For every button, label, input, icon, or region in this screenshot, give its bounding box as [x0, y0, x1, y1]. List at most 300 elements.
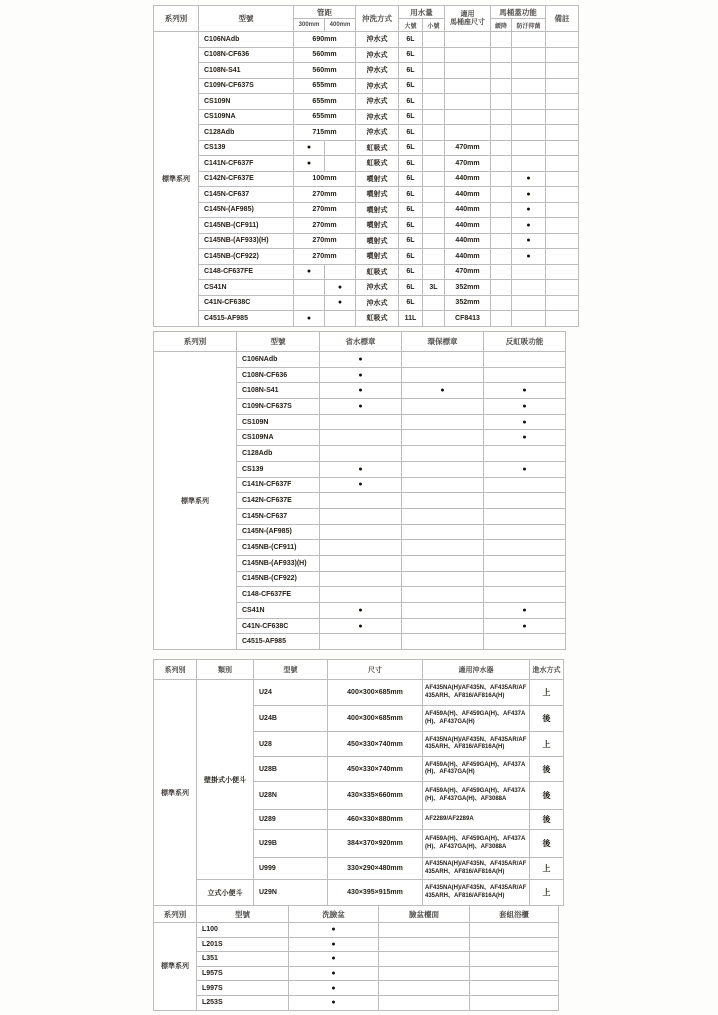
- cell-note: [546, 233, 579, 249]
- cell-model: U28B: [254, 757, 328, 782]
- cell-inlet: 後: [530, 706, 564, 732]
- cell-cover-slow: [491, 47, 512, 63]
- cell-size: 450×330×740mm: [328, 757, 423, 782]
- cell-water-save: [320, 430, 402, 446]
- header-row: [154, 6, 579, 19]
- cell-note: [546, 140, 579, 156]
- cell-eco: [402, 587, 484, 603]
- cell-model: U28N: [254, 782, 328, 810]
- cell-pipe-400: ●: [325, 280, 356, 296]
- cell-eco: [402, 414, 484, 430]
- cell-water-big: 6L: [399, 78, 423, 94]
- col-header-model: 型號: [254, 660, 328, 680]
- cell-note: [546, 295, 579, 311]
- cell-water-big: 6L: [399, 187, 423, 203]
- cell-water-big: 6L: [399, 280, 423, 296]
- cell-flush: 沖水式: [356, 280, 399, 296]
- cell-model: C141N-CF637F: [199, 156, 294, 172]
- cell-cover-slow: [491, 295, 512, 311]
- cell-pipe: 270mm: [294, 233, 356, 249]
- cell-pipe-400: [325, 311, 356, 327]
- table-row: [154, 187, 579, 203]
- cell-eco: [402, 618, 484, 634]
- cell-water-save: [320, 571, 402, 587]
- cell-flush: 沖水式: [356, 78, 399, 94]
- cell-basin: ●: [289, 995, 379, 1010]
- cell-pipe-300: [294, 295, 325, 311]
- cell-note: [546, 218, 579, 234]
- seat-header-line1: 適用: [460, 10, 475, 18]
- cell-cover-anti: ●: [512, 218, 546, 234]
- cell-flush: 沖水式: [356, 295, 399, 311]
- cell-cover-slow: [491, 109, 512, 125]
- col-header-cabinet: 套組浴櫃: [470, 906, 559, 923]
- cell-seat: 352mm: [445, 280, 491, 296]
- cell-cover-slow: [491, 233, 512, 249]
- cell-flush: 沖水式: [356, 125, 399, 141]
- cell-inlet: 上: [530, 732, 564, 757]
- cell-water-save: [320, 414, 402, 430]
- cell-pipe-400: [325, 156, 356, 172]
- col-header-water-big: 大號: [399, 19, 423, 32]
- cell-flush: 噴射式: [356, 187, 399, 203]
- cell-pipe-400: ●: [325, 295, 356, 311]
- cell-seat: 470mm: [445, 264, 491, 280]
- cell-size: 460×330×880mm: [328, 810, 423, 830]
- cell-flush: 噴射式: [356, 218, 399, 234]
- cell-pipe-400: [325, 140, 356, 156]
- cell-model: C145NB-(AF933)(H): [237, 555, 320, 571]
- cell-eco: [402, 603, 484, 619]
- cell-size: 400×300×685mm: [328, 706, 423, 732]
- cell-water-small: [423, 140, 445, 156]
- cell-basin: ●: [289, 981, 379, 996]
- cell-cover-anti: [512, 94, 546, 110]
- cell-flusher: AF2289/AF2289A: [423, 810, 530, 830]
- cell-model: CS139: [237, 461, 320, 477]
- table-row: [154, 280, 579, 296]
- cell-model: C145N-CF637: [237, 508, 320, 524]
- cell-cabinet: [470, 923, 559, 938]
- table-row: [154, 923, 559, 938]
- cell-water-save: ●: [320, 477, 402, 493]
- cell-water-save: ●: [320, 461, 402, 477]
- cell-model: C108N-S41: [199, 63, 294, 79]
- cell-model: C145NB-(AF933)(H): [199, 233, 294, 249]
- cell-eco: [402, 430, 484, 446]
- cell-cabinet: [470, 952, 559, 967]
- cell-anti-siphon: [484, 540, 566, 556]
- cell-basin: ●: [289, 952, 379, 967]
- table-row: [154, 995, 559, 1010]
- header-row: [154, 660, 564, 680]
- cell-water-small: [423, 94, 445, 110]
- cell-cover-anti: [512, 140, 546, 156]
- header-row: [154, 332, 566, 352]
- cell-eco: [402, 446, 484, 462]
- cell-model: C109N-CF637S: [237, 399, 320, 415]
- cell-cover-anti: [512, 63, 546, 79]
- cell-model: C41N-CF638C: [237, 618, 320, 634]
- cell-model: CS139: [199, 140, 294, 156]
- cell-seat: [445, 63, 491, 79]
- cell-model: U24B: [254, 706, 328, 732]
- cell-cover-slow: [491, 264, 512, 280]
- cell-flush: 沖水式: [356, 47, 399, 63]
- cell-water-small: [423, 187, 445, 203]
- cell-seat: [445, 94, 491, 110]
- cell-model: C145NB-(CF922): [237, 571, 320, 587]
- cell-model: C145N-CF637: [199, 187, 294, 203]
- cell-pipe: 100mm: [294, 171, 356, 187]
- cell-anti-siphon: [484, 555, 566, 571]
- cell-note: [546, 202, 579, 218]
- cell-eco: [402, 352, 484, 368]
- cell-water-save: ●: [320, 383, 402, 399]
- cell-model: C106NAdb: [199, 32, 294, 48]
- cell-eco: [402, 493, 484, 509]
- table-row: [154, 218, 579, 234]
- cell-model: C106NAdb: [237, 352, 320, 368]
- cell-cover-anti: ●: [512, 171, 546, 187]
- cell-cover-slow: [491, 156, 512, 172]
- cell-water-big: 11L: [399, 311, 423, 327]
- cell-model: C148-CF637FE: [237, 587, 320, 603]
- cell-model: CS109N: [199, 94, 294, 110]
- cell-cover-anti: [512, 311, 546, 327]
- cell-flush: 沖水式: [356, 109, 399, 125]
- cell-counter: [379, 981, 470, 996]
- cell-anti-siphon: [484, 587, 566, 603]
- cell-note: [546, 32, 579, 48]
- cell-model: C108N-CF636: [237, 367, 320, 383]
- cell-eco: [402, 367, 484, 383]
- cell-water-big: 6L: [399, 140, 423, 156]
- cell-flusher: AF459A(H)、AF459GA(H)、AF437A(H)、AF437GA(H)、AF3088A: [423, 830, 530, 858]
- cell-water-small: [423, 78, 445, 94]
- cell-anti-siphon: [484, 493, 566, 509]
- cell-anti-siphon: ●: [484, 414, 566, 430]
- col-header-cover: 馬桶蓋功能: [491, 6, 546, 19]
- cell-model: CS109NA: [237, 430, 320, 446]
- cell-cover-anti: [512, 156, 546, 172]
- cell-cover-anti: [512, 78, 546, 94]
- cell-seat: 470mm: [445, 156, 491, 172]
- cell-seat: 440mm: [445, 187, 491, 203]
- cell-cabinet: [470, 981, 559, 996]
- cell-seat: [445, 32, 491, 48]
- cell-water-big: 6L: [399, 202, 423, 218]
- cell-note: [546, 249, 579, 265]
- col-header-pipe-400: 400mm: [325, 19, 356, 32]
- cell-seat: CF8413: [445, 311, 491, 327]
- col-header-pipe-300: 300mm: [294, 19, 325, 32]
- cell-cover-slow: [491, 218, 512, 234]
- col-header-counter: 臉盆檯面: [379, 906, 470, 923]
- cell-note: [546, 187, 579, 203]
- cell-seat: 440mm: [445, 233, 491, 249]
- cell-note: [546, 78, 579, 94]
- cell-model: U24: [254, 680, 328, 706]
- cell-flush: 虹吸式: [356, 311, 399, 327]
- cell-note: [546, 47, 579, 63]
- cell-model: CS41N: [199, 280, 294, 296]
- cell-note: [546, 156, 579, 172]
- cell-pipe: 690mm: [294, 32, 356, 48]
- cell-anti-siphon: ●: [484, 461, 566, 477]
- cell-cover-slow: [491, 78, 512, 94]
- cell-water-save: [320, 540, 402, 556]
- cell-water-big: 6L: [399, 94, 423, 110]
- table-row: [154, 94, 579, 110]
- cell-cover-anti: [512, 47, 546, 63]
- cell-anti-siphon: [484, 524, 566, 540]
- cell-water-small: [423, 47, 445, 63]
- cell-anti-siphon: [484, 634, 566, 650]
- cell-seat: 440mm: [445, 202, 491, 218]
- cell-model: C145N-(AF985): [237, 524, 320, 540]
- cell-flusher: AF435NA(H)/AF435N、AF435AR/AF435ARH、AF816/AF816A(H): [423, 858, 530, 880]
- table-row: [154, 140, 579, 156]
- table-row: [154, 352, 566, 368]
- cell-model: CS109NA: [199, 109, 294, 125]
- table-row: [154, 311, 579, 327]
- cell-water-save: ●: [320, 603, 402, 619]
- table-row: [154, 264, 579, 280]
- col-header-basin: 洗臉盆: [289, 906, 379, 923]
- cell-anti-siphon: [484, 477, 566, 493]
- cell-model: C108N-CF636: [199, 47, 294, 63]
- cell-water-save: [320, 493, 402, 509]
- cell-water-small: [423, 109, 445, 125]
- cell-model: U29N: [254, 880, 328, 906]
- cell-water-big: 6L: [399, 109, 423, 125]
- cell-flusher: AF459A(H)、AF459GA(H)、AF437A(H)、AF437GA(H): [423, 757, 530, 782]
- cell-model: L253S: [197, 995, 289, 1010]
- cell-flush: 噴射式: [356, 249, 399, 265]
- table-row: [154, 966, 559, 981]
- cell-pipe: 270mm: [294, 218, 356, 234]
- cell-anti-siphon: [484, 367, 566, 383]
- table-row: [154, 63, 579, 79]
- cell-anti-siphon: ●: [484, 603, 566, 619]
- cell-model: L957S: [197, 966, 289, 981]
- cell-cover-anti: ●: [512, 187, 546, 203]
- cell-flush: 沖水式: [356, 63, 399, 79]
- cell-cover-slow: [491, 280, 512, 296]
- toilet-certification-table: [153, 331, 566, 650]
- cell-counter: [379, 995, 470, 1010]
- cell-water-save: [320, 508, 402, 524]
- table-row: [154, 233, 579, 249]
- cell-cover-slow: [491, 63, 512, 79]
- cell-model: L201S: [197, 937, 289, 952]
- cell-eco: [402, 571, 484, 587]
- cell-seat: 440mm: [445, 218, 491, 234]
- col-header-eco: 環保標章: [402, 332, 484, 352]
- cell-water-big: 6L: [399, 218, 423, 234]
- cell-model: C109N-CF637S: [199, 78, 294, 94]
- cell-cover-slow: [491, 171, 512, 187]
- cell-pipe: 560mm: [294, 63, 356, 79]
- cell-model: L351: [197, 952, 289, 967]
- cell-note: [546, 311, 579, 327]
- cell-eco: [402, 634, 484, 650]
- cell-water-small: [423, 249, 445, 265]
- col-header-flusher: 適用沖水器: [423, 660, 530, 680]
- col-header-model: 型號: [199, 6, 294, 32]
- series-cell: 標準系列: [154, 32, 199, 327]
- cell-pipe: 655mm: [294, 94, 356, 110]
- series-cell: 標準系列: [154, 923, 197, 1011]
- cell-seat: 440mm: [445, 171, 491, 187]
- cell-note: [546, 125, 579, 141]
- cell-pipe-300: ●: [294, 264, 325, 280]
- cell-water-big: 6L: [399, 47, 423, 63]
- cell-water-save: ●: [320, 399, 402, 415]
- col-header-inlet: 進水方式: [530, 660, 564, 680]
- cell-pipe-300: ●: [294, 156, 325, 172]
- cell-water-big: 6L: [399, 233, 423, 249]
- cell-water-save: [320, 524, 402, 540]
- cell-water-save: ●: [320, 618, 402, 634]
- cell-pipe: 655mm: [294, 78, 356, 94]
- cell-cover-anti: [512, 280, 546, 296]
- cell-flush: 虹吸式: [356, 264, 399, 280]
- cell-flush: 沖水式: [356, 94, 399, 110]
- cell-model: C145N-(AF985): [199, 202, 294, 218]
- category-cell: 立式小便斗: [197, 880, 254, 906]
- cell-pipe: 655mm: [294, 109, 356, 125]
- cell-cover-slow: [491, 311, 512, 327]
- cell-model: U29B: [254, 830, 328, 858]
- cell-cover-slow: [491, 140, 512, 156]
- table-row: [154, 937, 559, 952]
- cell-flusher: AF435NA(H)/AF435N、AF435AR/AF435ARH、AF816/AF816A(H): [423, 880, 530, 906]
- cell-water-small: [423, 125, 445, 141]
- cell-pipe-300: [294, 280, 325, 296]
- cell-flusher: AF435NA(H)/AF435N、AF435AR/AF435ARH、AF816/AF816A(H): [423, 680, 530, 706]
- col-header-cover-slow: 緩降: [491, 19, 512, 32]
- cell-flusher: AF459A(H)、AF459GA(H)、AF437A(H)、AF437GA(H)、AF3088A: [423, 782, 530, 810]
- cell-model: C142N-CF637E: [199, 171, 294, 187]
- cell-seat: 352mm: [445, 295, 491, 311]
- cell-anti-siphon: [484, 571, 566, 587]
- cell-inlet: 上: [530, 858, 564, 880]
- cell-cover-slow: [491, 32, 512, 48]
- table-row: [154, 156, 579, 172]
- cell-flush: 噴射式: [356, 171, 399, 187]
- cell-eco: [402, 477, 484, 493]
- cell-basin: ●: [289, 937, 379, 952]
- cell-model: L100: [197, 923, 289, 938]
- table-row: [154, 78, 579, 94]
- cell-cover-anti: [512, 295, 546, 311]
- col-header-series: 系列別: [154, 906, 197, 923]
- cell-pipe: 270mm: [294, 249, 356, 265]
- cell-seat: 470mm: [445, 140, 491, 156]
- cell-eco: [402, 399, 484, 415]
- cell-cover-anti: [512, 32, 546, 48]
- col-header-series: 系列別: [154, 6, 199, 32]
- cell-eco: [402, 555, 484, 571]
- cell-water-small: [423, 202, 445, 218]
- table-row: [154, 249, 579, 265]
- table-row: [154, 952, 559, 967]
- cell-flusher: AF459A(H)、AF459GA(H)、AF437A(H)、AF437GA(H): [423, 706, 530, 732]
- cell-water-save: ●: [320, 352, 402, 368]
- cell-size: 330×290×480mm: [328, 858, 423, 880]
- cell-model: C41N-CF638C: [199, 295, 294, 311]
- cell-pipe: 715mm: [294, 125, 356, 141]
- cell-flush: 沖水式: [356, 32, 399, 48]
- cell-note: [546, 264, 579, 280]
- cell-seat: 440mm: [445, 249, 491, 265]
- cell-basin: ●: [289, 966, 379, 981]
- cell-water-big: 6L: [399, 264, 423, 280]
- cell-model: CS41N: [237, 603, 320, 619]
- table-row: [154, 680, 564, 706]
- cell-flush: 虹吸式: [356, 140, 399, 156]
- cell-model: CS109N: [237, 414, 320, 430]
- cell-water-small: 3L: [423, 280, 445, 296]
- cell-cover-anti: ●: [512, 233, 546, 249]
- cell-cover-slow: [491, 202, 512, 218]
- col-header-series: 系列別: [154, 660, 197, 680]
- series-cell: 標準系列: [154, 352, 237, 650]
- cell-model: C142N-CF637E: [237, 493, 320, 509]
- cell-inlet: 後: [530, 757, 564, 782]
- col-header-water: 用水量: [399, 6, 445, 19]
- col-header-model: 型號: [197, 906, 289, 923]
- col-header-flush: 沖洗方式: [356, 6, 399, 32]
- table-row: [154, 171, 579, 187]
- cell-cover-slow: [491, 94, 512, 110]
- cell-water-save: [320, 555, 402, 571]
- cell-inlet: 後: [530, 782, 564, 810]
- cell-inlet: 上: [530, 880, 564, 906]
- cell-flush: 虹吸式: [356, 156, 399, 172]
- cell-water-save: [320, 587, 402, 603]
- cell-water-big: 6L: [399, 32, 423, 48]
- urinal-spec-table: [153, 659, 564, 906]
- cell-cover-anti: [512, 264, 546, 280]
- cell-water-small: [423, 311, 445, 327]
- col-header-anti-siphon: 反虹吸功能: [484, 332, 566, 352]
- table-row: [154, 109, 579, 125]
- cell-cover-anti: [512, 109, 546, 125]
- cell-model: C128Adb: [237, 446, 320, 462]
- cell-water-big: 6L: [399, 295, 423, 311]
- col-header-size: 尺寸: [328, 660, 423, 680]
- cell-seat: [445, 125, 491, 141]
- cell-cover-anti: ●: [512, 202, 546, 218]
- cell-model: C145NB-(CF911): [199, 218, 294, 234]
- cell-model: C141N-CF637F: [237, 477, 320, 493]
- col-header-water-save: 省水標章: [320, 332, 402, 352]
- header-row: [154, 906, 559, 923]
- cell-size: 430×395×915mm: [328, 880, 423, 906]
- toilet-spec-table: [153, 5, 579, 327]
- cell-flusher: AF435NA(H)/AF435N、AF435AR/AF435ARH、AF816/AF816A(H): [423, 732, 530, 757]
- cell-counter: [379, 966, 470, 981]
- cell-inlet: 後: [530, 830, 564, 858]
- cell-water-save: [320, 634, 402, 650]
- cell-model: C148-CF637FE: [199, 264, 294, 280]
- col-header-category: 類別: [197, 660, 254, 680]
- col-header-model: 型號: [237, 332, 320, 352]
- cell-pipe-400: [325, 264, 356, 280]
